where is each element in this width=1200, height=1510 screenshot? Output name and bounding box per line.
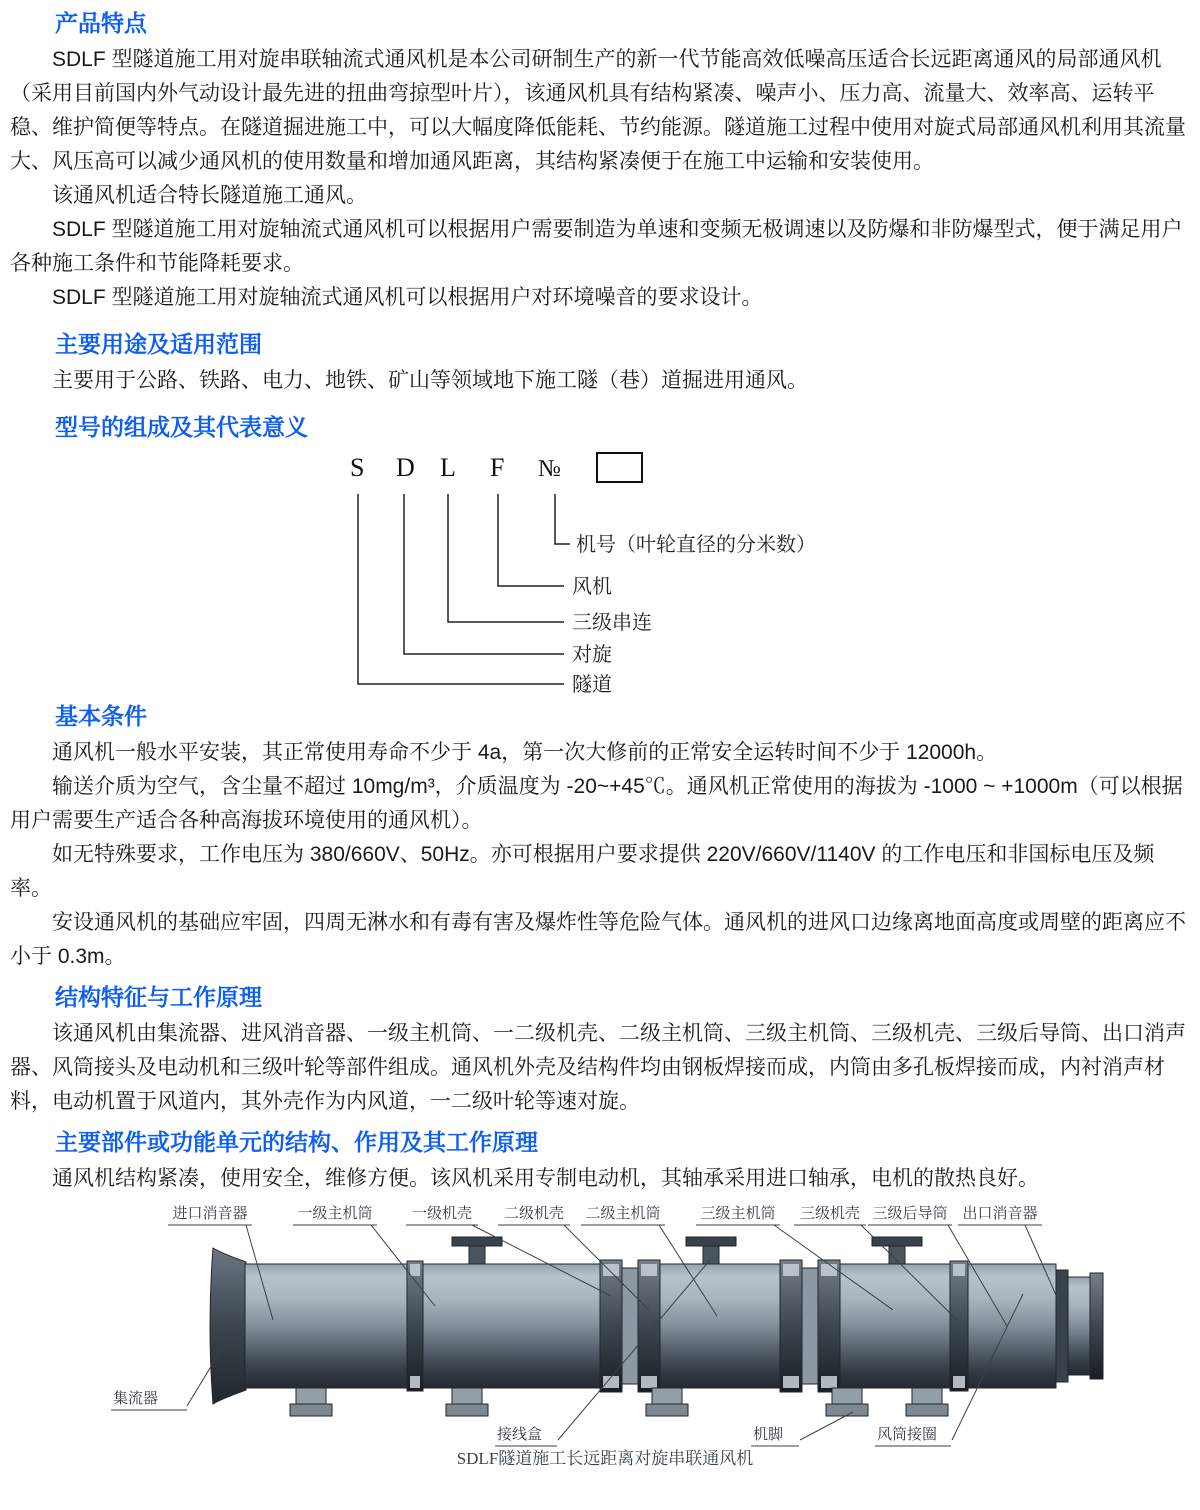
- label-stage3-casing: 三级机壳: [799, 1206, 861, 1222]
- model-label-three-stage-series: 三级串连: [572, 612, 652, 634]
- heading-structure-principle: 结构特征与工作原理: [55, 984, 262, 1010]
- label-stage2-main-barrel: 二级主机筒: [585, 1206, 661, 1222]
- features-paragraph-3: SDLF 型隧道施工用对旋轴流式通风机可以根据用户需要制造为单速和变频无极调速以及防爆和非防爆型式，便于满足用户各种施工条件和节能降耗要求。: [10, 218, 1183, 275]
- casing-gap-2: [802, 1268, 818, 1384]
- conditions-paragraph-4: 安设通风机的基础应牢固，四周无淋水和有毒有害及爆炸性等危险气体。通风机的进风口边缘离地面高度或周壁的距离应不小于 0.3m。: [10, 911, 1186, 968]
- inlet-silencer-body: [245, 1264, 407, 1388]
- label-inlet-silencer: 进口消音器: [172, 1206, 248, 1222]
- stage3-casing: [950, 1261, 968, 1391]
- label-stage1-casing: 一级机壳: [411, 1206, 473, 1222]
- heading-main-usage: 主要用途及适用范围: [55, 331, 262, 357]
- conditions-paragraph-2: 输送介质为空气，含尘量不超过 10mg/m³，介质温度为 -20~+45℃。通风机正常使用的海拔为 -1000 ~ +1000m（可以根据用户需要生产适合各种高海拔环境使用的通风机）。: [10, 775, 1183, 832]
- label-junction-box: 接线盒: [497, 1427, 543, 1443]
- model-code-diagram: [308, 448, 1186, 701]
- label-stage1-main-barrel: 一级主机筒: [297, 1206, 373, 1222]
- step-ring: [1056, 1270, 1068, 1382]
- model-label-tunnel: 隧道: [572, 674, 612, 696]
- stage2-main-barrel: [660, 1264, 780, 1388]
- features-paragraph-4: SDLF 型隧道施工用对旋轴流式通风机可以根据用户对环境噪音的要求设计。: [52, 286, 763, 309]
- model-label-fan-number: 机号（叶轮直径的分米数）: [576, 534, 816, 556]
- label-duct-ring: 风筒接圈: [877, 1427, 938, 1443]
- label-collector: 集流器: [113, 1391, 159, 1407]
- conditions-paragraph-1: 通风机一般水平安装，其正常使用寿命不少于 4a，第一次大修前的正常安全运转时间不少于 12000h。: [52, 741, 998, 764]
- mid-flange-1: [780, 1260, 802, 1392]
- fan-assembly-figure: [105, 1198, 1186, 1475]
- stage2-casing: [638, 1260, 660, 1392]
- model-letters: [350, 453, 642, 482]
- mid-flange-2: [818, 1260, 840, 1392]
- label-machine-foot: 机脚: [753, 1427, 784, 1443]
- model-connector-lines: [358, 494, 570, 684]
- conditions-paragraph-3: 如无特殊要求，工作电压为 380/660V、50Hz。亦可根据用户要求提供 220V/660V/1140V 的工作电压和非国标电压及频率。: [10, 843, 1155, 900]
- collector-bell-mouth: [210, 1248, 246, 1404]
- model-letter-no: №: [538, 456, 561, 482]
- cylinder-segments: [245, 1260, 1103, 1392]
- structure-paragraph-1: 该通风机由集流器、进风消音器、一级主机筒、一二级机壳、二级主机筒、三级主机筒、三级机壳、三级后导筒、出口消声器、风筒接头及电动机和三级叶轮等部件组成。通风机外壳及结构件均由钢板焊接而成，内筒由多孔板焊接而成，内衬消声材料，电动机置于风道内，其外壳作为内风道，一二级叶轮等速对旋。: [10, 1022, 1186, 1113]
- model-letter-d: D: [396, 453, 415, 482]
- outlet-silencer-body: [1068, 1277, 1092, 1375]
- figure-caption: SDLF隧道施工长远距离对旋串联通风机: [456, 1449, 754, 1468]
- heading-model-composition: 型号的组成及其代表意义: [55, 414, 308, 440]
- model-letter-s: S: [350, 453, 365, 482]
- usage-paragraph-1: 主要用于公路、铁路、电力、地铁、矿山等领域地下施工隧（巷）道掘进用通风。: [52, 369, 808, 392]
- heading-main-components: 主要部件或功能单元的结构、作用及其工作原理: [55, 1129, 538, 1155]
- stage3-main-barrel: [840, 1264, 950, 1388]
- label-stage3-rear-guide: 三级后导筒: [872, 1206, 948, 1222]
- label-stage3-main-barrel: 三级主机筒: [700, 1206, 776, 1222]
- model-code-diagram-svg: [308, 448, 908, 696]
- model-meaning-labels: [572, 533, 816, 696]
- model-letter-l: L: [440, 453, 456, 482]
- fan-assembly-drawing: [105, 1198, 1105, 1470]
- heading-basic-conditions: 基本条件: [55, 703, 147, 729]
- duct-connection-ring: [1090, 1273, 1103, 1379]
- model-number-box: [597, 453, 642, 482]
- label-stage2-casing: 二级机壳: [503, 1206, 565, 1222]
- model-label-counter-rotating: 对旋: [572, 644, 612, 666]
- label-outlet-silencer: 出口消音器: [962, 1206, 1038, 1222]
- features-paragraph-1: SDLF 型隧道施工用对旋串联轴流式通风机是本公司研制生产的新一代节能高效低噪高压适合长远距离通风的局部通风机（采用目前国内外气动设计最先进的扭曲弯掠型叶片），该通风机具有结构紧凑、噪声小、压力高、流量大、效率高、运转平稳、维护简便等特点。在隧道掘进施工中，可以大幅度降低能耗、节约能源。隧道施工过程中使用对旋式局部通风机利用其流量大、风压高可以减少通风机的使用数量和增加通风距离，其结构紧凑便于在施工中运输和安装使用。: [10, 48, 1186, 173]
- heading-product-features: 产品特点: [55, 10, 147, 36]
- stage1-main-barrel: [423, 1264, 600, 1388]
- model-letter-f: F: [490, 453, 505, 482]
- features-paragraph-2: 该通风机适合特长隧道施工通风。: [52, 184, 367, 207]
- components-paragraph-1: 通风机结构紧凑，使用安全，维修方便。该风机采用专制电动机，其轴承采用进口轴承，电机的散热良好。: [52, 1167, 1039, 1190]
- model-label-fan: 风机: [572, 576, 612, 598]
